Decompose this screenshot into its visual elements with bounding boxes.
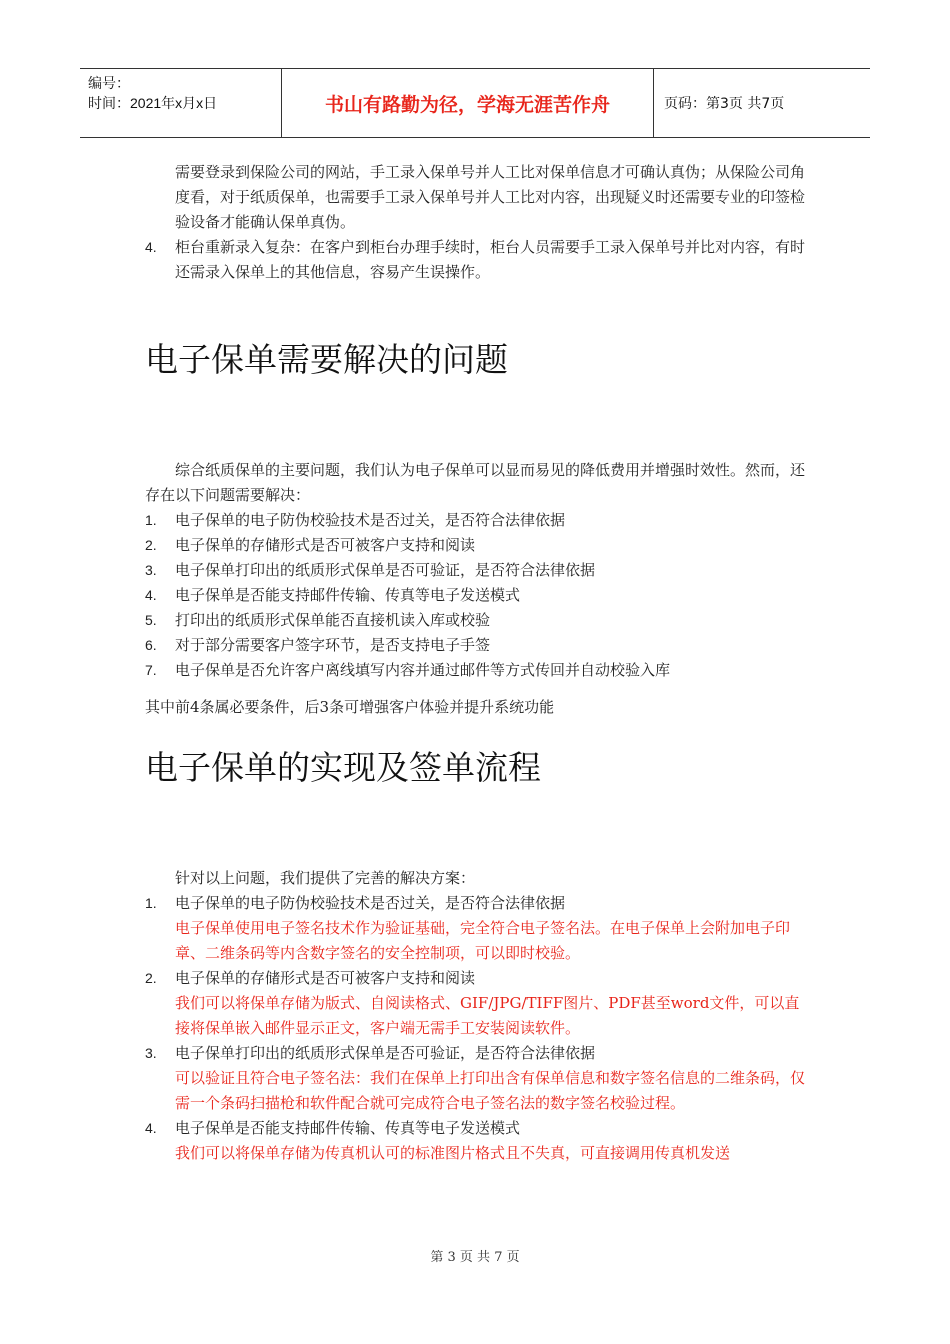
list-number: 5. [145, 612, 157, 628]
list-text: 电子保单的电子防伪校验技术是否过关，是否符合法律依据 [175, 511, 566, 529]
list-text: 电子保单打印出的纸质形式保单是否可验证，是否符合法律依据 [175, 1044, 596, 1062]
list-number: 4. [145, 1120, 157, 1136]
list-text: 电子保单是否能支持邮件传输、传真等电子发送模式 [175, 586, 521, 604]
solution-answer: 电子保单使用电子签名技术作为验证基础，完全符合电子签名法。在电子保单上会附加电子印章、二维条码等内含数字签名的安全控制项，可以即时校验。 [175, 919, 791, 962]
list-number: 1. [145, 895, 157, 911]
list-item [145, 633, 810, 658]
intro-continuation: 需要登录到保险公司的网站，手工录入保单号并人工比对保单信息才可确认真伪；从保险公司角度看，对于纸质保单，也需要手工录入保单号并人工比对内容，出现疑义时还需要专业的印签检验设备才能确认保单真伪。 [175, 163, 806, 231]
list-item [145, 583, 810, 608]
section1-lead: 综合纸质保单的主要问题，我们认为电子保单可以显而易见的降低费用并增强时效性。然而，还存在以下问题需要解决： [145, 461, 806, 504]
list-number: 3. [145, 1045, 157, 1061]
serial-label: 编号： [88, 75, 130, 91]
page-header [80, 68, 870, 138]
list-item [145, 658, 810, 683]
section-heading: 电子保单需要解决的问题 [145, 340, 508, 379]
list-text: 对于部分需要客户签字环节，是否支持电子手签 [175, 636, 491, 654]
document-body [145, 160, 810, 1166]
problem-list [145, 508, 810, 683]
list-item [145, 1041, 810, 1116]
section1-note: 其中前4条属必要条件，后3条可增强客户体验并提升系统功能 [145, 698, 555, 716]
list-text: 打印出的纸质形式保单能否直接机读入库或校验 [175, 611, 491, 629]
list-text: 电子保单的存储形式是否可被客户支持和阅读 [175, 536, 476, 554]
time-label: 时间：2021年x月x日 [88, 95, 218, 111]
list-text: 电子保单的存储形式是否可被客户支持和阅读 [175, 969, 476, 987]
list-number: 2. [145, 537, 157, 553]
list-number: 4. [145, 239, 157, 255]
solution-list [145, 891, 810, 1166]
list-text: 电子保单的电子防伪校验技术是否过关，是否符合法律依据 [175, 894, 566, 912]
list-number: 2. [145, 970, 157, 986]
header-page-info: 页码：第3页 共7页 [664, 96, 785, 112]
list-text: 柜台重新录入复杂：在客户到柜台办理手续时，柜台人员需要手工录入保单号并比对内容，有时还需录入保单上的其他信息，容易产生误操作。 [175, 238, 806, 281]
list-item [145, 533, 810, 558]
solution-answer: 我们可以将保单存储为版式、自阅读格式、GIF/JPG/TIFF图片、PDF甚至word文件，可以直接将保单嵌入邮件显示正文，客户端无需手工安装阅读软件。 [175, 994, 800, 1037]
solution-answer: 可以验证且符合电子签名法：我们在保单上打印出含有保单信息和数字签名信息的二维条码，仅需一个条码扫描枪和软件配合就可完成符合电子签名法的数字签名校验过程。 [175, 1069, 806, 1112]
intro-list [145, 235, 810, 285]
list-item [145, 508, 810, 533]
list-item [145, 558, 810, 583]
list-number: 6. [145, 637, 157, 653]
section-heading: 电子保单的实现及签单流程 [145, 748, 541, 787]
list-number: 1. [145, 512, 157, 528]
list-item [145, 235, 810, 285]
page-footer: 第 3 页 共 7 页 [430, 1250, 520, 1265]
list-item [145, 966, 810, 1041]
header-motto: 书山有路勤为径，学海无涯苦作舟 [282, 69, 654, 137]
section2-lead: 针对以上问题，我们提供了完善的解决方案： [175, 869, 476, 887]
list-item [145, 608, 810, 633]
list-number: 3. [145, 562, 157, 578]
list-text: 电子保单是否能支持邮件传输、传真等电子发送模式 [175, 1119, 521, 1137]
list-text: 电子保单是否允许客户离线填写内容并通过邮件等方式传回并自动校验入库 [175, 661, 671, 679]
header-meta-cell [80, 69, 282, 137]
list-number: 4. [145, 587, 157, 603]
solution-answer: 我们可以将保单存储为传真机认可的标准图片格式且不失真，可直接调用传真机发送 [175, 1144, 731, 1162]
list-number: 7. [145, 662, 157, 678]
list-item [145, 891, 810, 966]
list-item [145, 1116, 810, 1166]
list-text: 电子保单打印出的纸质形式保单是否可验证，是否符合法律依据 [175, 561, 596, 579]
